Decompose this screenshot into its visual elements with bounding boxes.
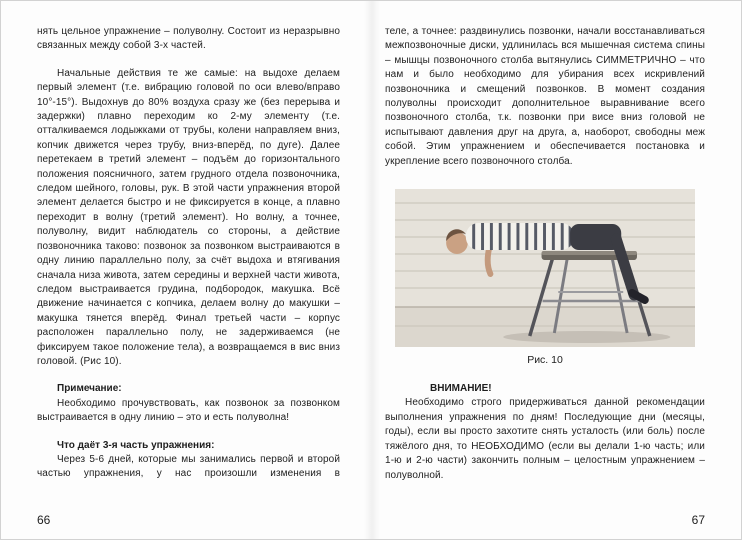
page-right [371, 1, 741, 539]
note-body: Необходимо прочувствовать, как позвонок за позвонком выстраивается в одну линию – это и есть полуволна! [37, 397, 341, 424]
page-number-right: 67 [691, 513, 705, 527]
paragraph-main: Начальные действия те же самые: на выдохе делаем первый элемент (т.е. вибрацию головой по оси влево/вправо 10°-15°). Выдохнув до 80% воздуха сразу же (без перерыва и задержки) плавно переходим ко 2-му элементу (т.е. отталкиваемся лодыжками от трубы, колени направляем вниз, копчик движется через трубу, вниз-вперёд, по дуге). Далее перетекаем в третий элемент – подъём до горизонтального положения поясничного, затем грудного отдела позвоночника, следом шейного, головы, рук. В этой части упражнения второй элемент делается быстро и не фиксируется в конце, а плавно переходит в волну (третий элемент). Но волну, а точнее, полуволну, видит наблюдатель со стороны, а действие позвоночника таково: позвонок за позвонком выстраиваются в одну линию параллельно полу, за счёт выдоха и втягивания сначала низа живота, затем середины и верхней части живота, следом выстраивается грудина, подбородок, макушка. Всё движение начинается с копчика, делаем волну до макушки – макушка тянется вперёд. Финал третьей части – корпус расположен параллельно полу, не задерживаемся (не фиксируем такое положение тела), а возвращаемся в вис вниз головой. (Рис 10). [37, 67, 341, 367]
attention-body: Необходимо строго придерживаться данной рекомендации выполнения упражнения по дням! Последующие дни (месяцы, годы), если вы просто захотите снять усталость (или боль) после тяжёлого дня, то НЕОБХОДИМО (если вы делали 1-ю часть; или 1-ю и 2-ю части) закончить полным – целостным упражнением – полуволной. [385, 397, 705, 481]
section-heading: Что даёт 3-я часть упражнения: [57, 439, 215, 451]
figure-exercise [395, 189, 695, 366]
section-body: Через 5-6 дней, которые мы занимались первой и второй частью упражнения, у нас произошли изменения в [37, 453, 341, 480]
note-heading: Примечание: [57, 383, 122, 395]
attention-heading: ВНИМАНИЕ! [430, 383, 492, 395]
person-arm [488, 247, 491, 274]
figure-caption: Рис. 10 [527, 354, 563, 367]
exercise-photo-illustration [395, 189, 695, 347]
paragraph-continuation: теле, а точнее: раздвинулись позвонки, начали восстанавливаться межпозвоночные диски, удлинилась вся мышечная система спины – мышцы позвоночного столба вытянулись СИММЕТРИЧНО – что нам и было необходимо для убирания всех искривлений позвоночника и смещений позвонков. В момент создания полуволны происходит дополнительное выравнивание всего позвоночного столба, т.к. позвонки при висе вниз головой не испытывают давления друг на друга, а, наоборот, свободны меж собой. Этим упражнением и обеспечивается постановка и укрепление всего позвоночного столба. [385, 26, 705, 167]
paragraph-continuation: нять цельное упражнение – полуволну. Состоит из неразрывно связанных между собой 3-х частей. [37, 26, 341, 52]
exercise-photo [395, 189, 695, 347]
page-number-left: 66 [37, 513, 51, 527]
page-left [1, 1, 371, 539]
